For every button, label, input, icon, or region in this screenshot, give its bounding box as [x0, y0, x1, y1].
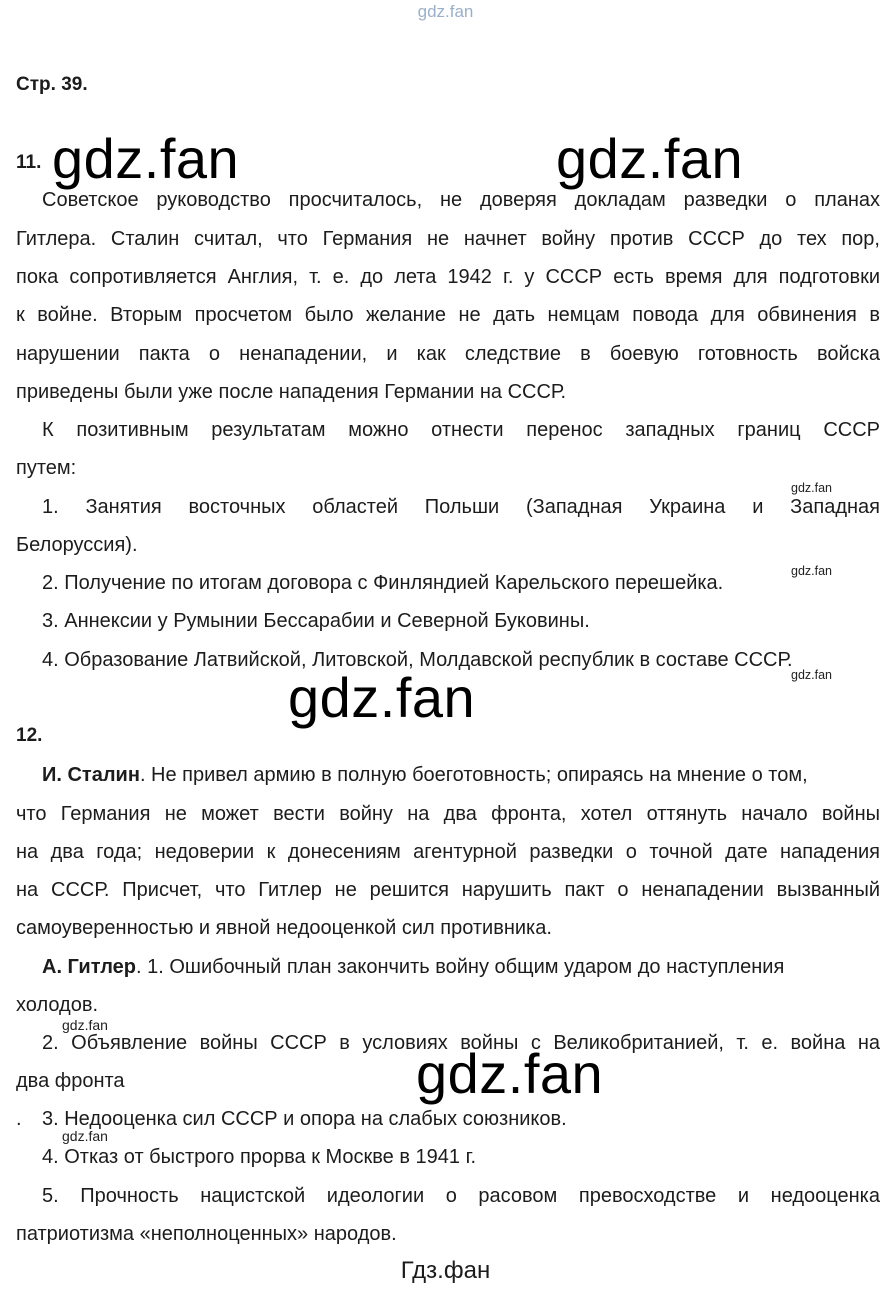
task-11-p1-line: Гитлера. Сталин считал, что Германия не начнет войну против СССР до тех пор, — [16, 228, 880, 250]
task-12-hitler-item-2-line: 2. Объявление войны СССР в условиях войны с Великобританией, т. е. война на — [42, 1032, 880, 1054]
watermark-big: gdz.fan — [416, 1042, 604, 1105]
task-12-hitler-item-5-line: 5. Прочность нацистской идеологии о расовом превосходстве и недооценка — [42, 1185, 880, 1207]
stalin-text: . Не привел армию в полную боеготовность; опираясь на мнение о том, — [139, 764, 808, 786]
task-11-p1-line: приведены были уже после нападения Германии на СССР. — [16, 381, 567, 403]
stray-dot: . — [16, 1108, 22, 1130]
watermark-big: gdz.fan — [556, 127, 744, 190]
task-11-item-1-line: 1. Занятия восточных областей Польши (Западная Украина и Западная — [42, 496, 880, 518]
watermark-small: gdz.fan — [62, 1128, 108, 1144]
hitler-text: . 1. Ошибочный план закончить войну общим ударом до наступления — [136, 956, 785, 978]
hitler-name: А. Гитлер — [42, 956, 137, 978]
task-12-stalin-line: самоуверенностью и явной недооценкой сил противника. — [16, 917, 552, 939]
watermark-small: gdz.fan — [791, 564, 833, 578]
top-watermark: gdz.fan — [417, 2, 474, 21]
task-12-stalin-line — [42, 763, 880, 787]
task-12-hitler-line: холодов. — [16, 994, 99, 1016]
task-12-stalin-line: на два года; недоверии к донесениям агентурной разведки о точной дате нападения — [16, 841, 880, 863]
task-11-item-4: 4. Образование Латвийской, Литовской, Молдавской республик в составе СССР. — [42, 649, 793, 671]
task-11-p1-line: нарушении пакта о ненападении, и как следствие в боевую готовность войска — [16, 343, 880, 365]
task-11-p1-line: Советское руководство просчиталось, не доверяя докладам разведки о планах — [42, 189, 880, 211]
task-11-p2-line: К позитивным результатам можно отнести перенос западных границ СССР — [42, 419, 880, 441]
task-12-hitler-item-4: 4. Отказ от быстрого прорва к Москве в 1941 г. — [42, 1146, 477, 1168]
page-heading: Стр. 39. — [16, 74, 88, 95]
watermark-big: gdz.fan — [52, 127, 240, 190]
task-11-number: 11. — [16, 152, 42, 173]
task-12-hitler-item-2-line: два фронта — [16, 1070, 125, 1092]
task-12-stalin-line: на СССР. Присчет, что Гитлер не решится нарушить пакт о ненападении вызванный — [16, 879, 880, 901]
watermark-small: gdz.fan — [62, 1017, 108, 1033]
watermark-big: gdz.fan — [288, 666, 476, 729]
watermark-small: gdz.fan — [791, 668, 833, 682]
task-11-item-3: 3. Аннексии у Румынии Бессарабии и Северной Буковины. — [42, 610, 590, 632]
task-11-item-2: 2. Получение по итогам договора с Финляндией Карельского перешейка. — [42, 572, 724, 594]
task-11-item-1-line: Белоруссия). — [16, 534, 138, 556]
task-12-hitler-item-5-line: патриотизма «неполноценных» народов. — [16, 1223, 397, 1245]
stalin-name: И. Сталин — [42, 764, 140, 786]
watermark-small: gdz.fan — [791, 481, 833, 495]
task-11-p2-line: путем: — [16, 457, 77, 479]
footer-brand: Гдз.фан — [400, 1257, 491, 1284]
task-12-stalin-line: что Германия не может вести войну на два фронта, хотел оттянуть начало войны — [16, 803, 880, 825]
task-11-p1-line: пока сопротивляется Англия, т. е. до лета 1942 г. у СССР есть время для подготовки — [16, 266, 880, 288]
task-12-number: 12. — [16, 725, 43, 746]
task-12-hitler-item-3: 3. Недооценка сил СССР и опора на слабых союзников. — [42, 1108, 567, 1130]
task-12-hitler-line — [42, 955, 784, 979]
task-11-p1-line: к войне. Вторым просчетом было желание не дать немцам повода для обвинения в — [16, 304, 880, 326]
